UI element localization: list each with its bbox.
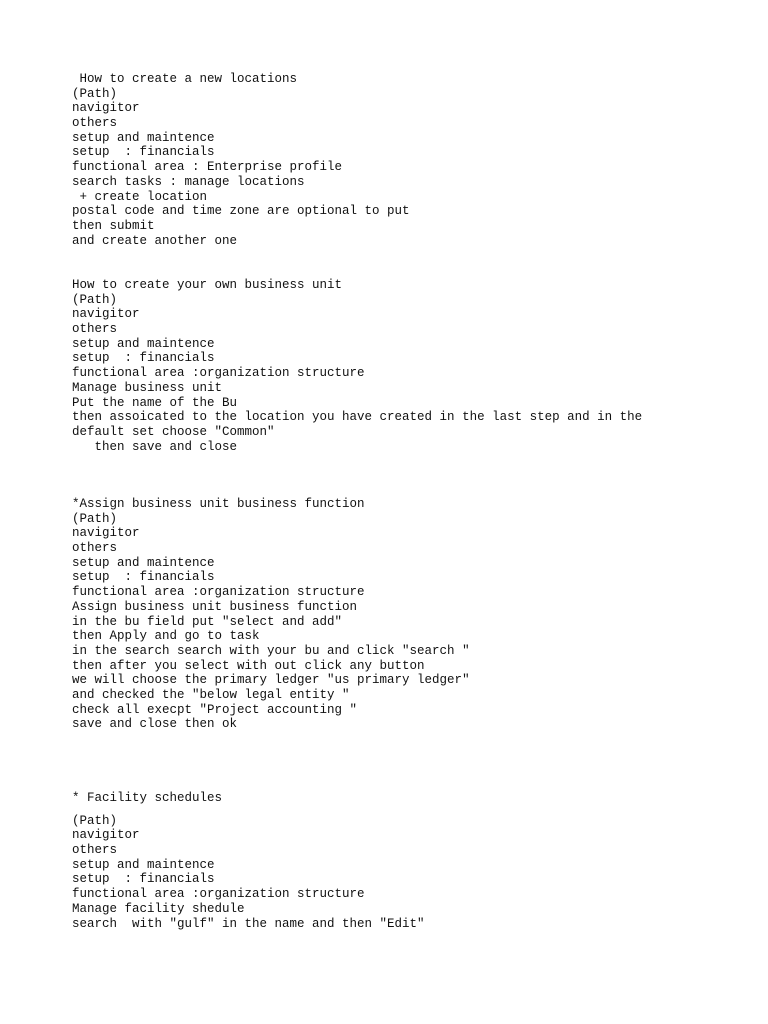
section-heading: How to create a new locations (72, 72, 298, 86)
text-line: Manage facility shedule (72, 901, 245, 916)
text-line: setup : financials (72, 570, 215, 585)
section-create-locations (72, 72, 712, 248)
text-line: others (72, 116, 118, 131)
text-line: navigitor (72, 828, 140, 843)
text-line: search tasks : manage locations (72, 174, 305, 189)
text-line: functional area :organization structure (72, 366, 365, 381)
text-line: functional area :organization structure (72, 887, 365, 902)
text-line: navigitor (72, 307, 140, 322)
text-line: setup and maintence (72, 555, 215, 570)
section-heading: How to create your own business unit (72, 278, 343, 292)
section-facility-schedules (72, 791, 712, 931)
text-line: navigitor (72, 101, 140, 116)
text-line: and create another one (72, 233, 238, 248)
text-line: we will choose the primary ledger "us primary ledger" (72, 673, 470, 688)
text-line: + create location (72, 189, 208, 204)
section-heading: *Assign business unit business function (72, 497, 365, 511)
section-create-business-unit (72, 278, 712, 454)
text-line: setup : financials (72, 351, 215, 366)
text-line: setup : financials (72, 872, 215, 887)
text-line: others (72, 843, 118, 858)
text-line: then submit (72, 218, 155, 233)
text-line: save and close then ok (72, 717, 238, 732)
text-line: in the bu field put "select and add" (72, 614, 343, 629)
text-line: (Path) (72, 511, 118, 526)
text-line: postal code and time zone are optional to put (72, 204, 410, 219)
text-line: and checked the "below legal entity " (72, 687, 350, 702)
text-line: functional area :organization structure (72, 585, 365, 600)
text-line: (Path) (72, 292, 118, 307)
text-line: Manage business unit (72, 380, 223, 395)
text-line: setup and maintence (72, 336, 215, 351)
spacer (72, 806, 712, 814)
text-line: setup and maintence (72, 130, 215, 145)
text-line: navigitor (72, 526, 140, 541)
text-line: functional area : Enterprise profile (72, 160, 343, 175)
text-line: (Path) (72, 86, 118, 101)
text-line: then Apply and go to task (72, 629, 260, 644)
text-line: Put the name of the Bu (72, 395, 238, 410)
text-line: others (72, 541, 118, 556)
text-line: then after you select with out click any button (72, 658, 425, 673)
section-assign-business-function (72, 497, 712, 732)
text-line: default set choose "Common" (72, 424, 275, 439)
section-heading: * Facility schedules (72, 791, 223, 805)
text-line: check all execpt "Project accounting " (72, 702, 358, 717)
text-line: then assoicated to the location you have created in the last step and in the (72, 410, 643, 425)
text-line: others (72, 322, 118, 337)
text-line: search with "gulf" in the name and then "Edit" (72, 916, 425, 931)
text-line: (Path) (72, 813, 118, 828)
text-line: setup : financials (72, 145, 215, 160)
text-line: Assign business unit business function (72, 599, 358, 614)
text-line: then save and close (72, 439, 238, 454)
text-line: in the search search with your bu and click "search " (72, 643, 470, 658)
text-line: setup and maintence (72, 857, 215, 872)
